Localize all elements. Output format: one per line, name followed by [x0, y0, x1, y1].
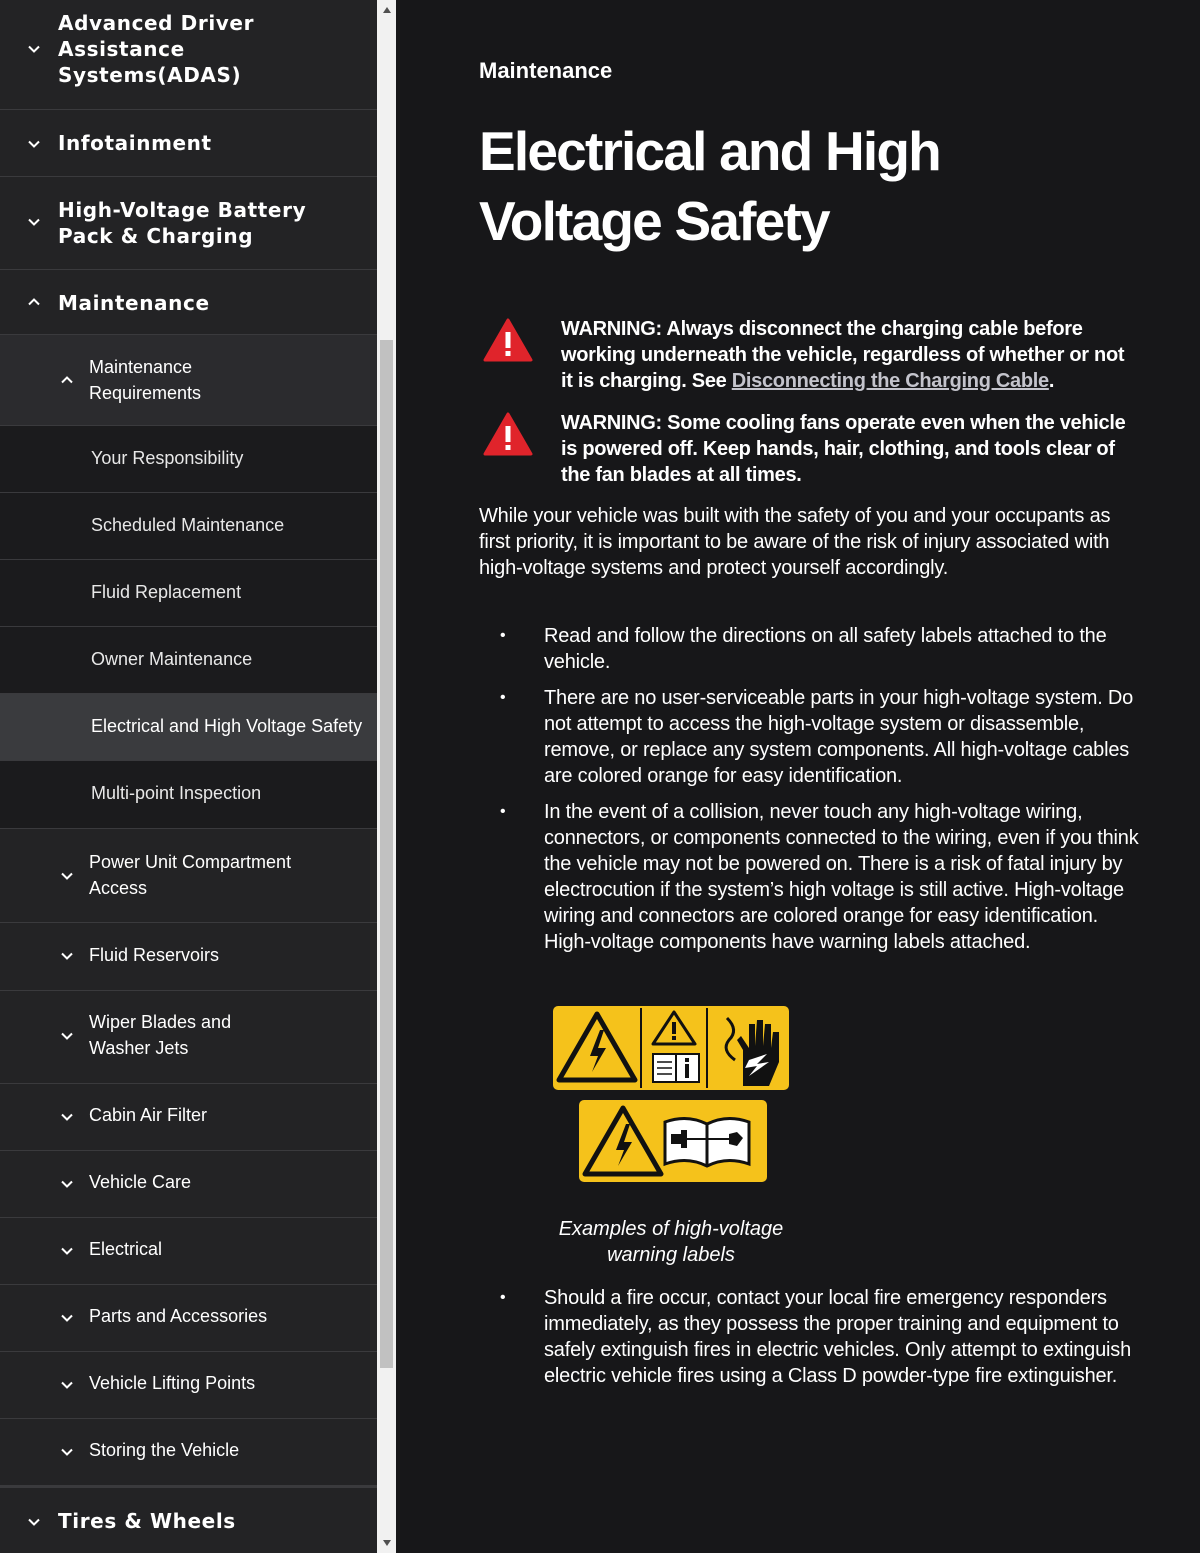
nav-section-label: Wiper Blades and Washer Jets	[89, 1012, 232, 1058]
nav-leaf-label: Your Responsibility	[91, 448, 244, 468]
nav-leaf-scheduled-maintenance[interactable]	[0, 493, 377, 560]
nav-section-vehicle-lifting-points[interactable]	[0, 1352, 377, 1419]
nav-item-label: Infotainment	[58, 131, 212, 155]
bullet-dot: •	[500, 1289, 506, 1306]
nav-leaf-label: Fluid Replacement	[91, 582, 242, 602]
nav-item-maintenance[interactable]	[0, 270, 377, 335]
nav-leaf-label: Owner Maintenance	[91, 649, 253, 669]
disconnecting-charging-cable-link[interactable]: Disconnecting the Charging Cable	[731, 370, 1049, 392]
main-content	[396, 0, 1200, 1553]
chevron-down-icon	[59, 1176, 75, 1192]
chevron-down-icon	[59, 1310, 75, 1326]
chevron-down-icon	[59, 1028, 75, 1044]
nav-item-infotainment[interactable]	[0, 110, 377, 177]
bullet-dot: •	[500, 627, 506, 644]
chevron-down-icon	[26, 136, 42, 152]
chevron-down-icon	[59, 948, 75, 964]
nav-leaf-multi-point-inspection[interactable]	[0, 761, 377, 829]
figure-caption: Examples of high-voltage warning labels	[558, 1218, 784, 1266]
chevron-down-icon	[59, 1444, 75, 1460]
nav-leaf-fluid-replacement[interactable]	[0, 560, 377, 627]
chevron-down-icon	[59, 1377, 75, 1393]
nav-section-storing-vehicle[interactable]	[0, 1419, 377, 1486]
nav-section-label: Vehicle Care	[89, 1172, 192, 1192]
nav-leaf-owner-maintenance[interactable]	[0, 627, 377, 694]
nav-item-hv-battery[interactable]	[0, 177, 377, 270]
nav-section-label: Parts and Accessories	[89, 1306, 268, 1326]
nav-section-label: Fluid Reservoirs	[89, 945, 220, 965]
breadcrumb[interactable]: Maintenance	[479, 58, 613, 83]
warning-text-suffix: .	[1048, 370, 1055, 392]
scroll-down-arrow-icon[interactable]	[377, 1535, 396, 1551]
nav-leaf-electrical-high-voltage-safety[interactable]	[0, 694, 377, 761]
nav-section-label: Cabin Air Filter	[89, 1105, 208, 1125]
nav-item-adas[interactable]	[0, 0, 377, 110]
nav-item-label: Maintenance	[58, 291, 210, 315]
nav-section-power-unit-compartment[interactable]	[0, 829, 377, 923]
sidebar-nav	[0, 0, 377, 1553]
nav-leaf-label: Electrical and High Voltage Safety	[91, 716, 363, 736]
chevron-down-icon	[59, 1243, 75, 1259]
warning-block	[482, 410, 1182, 486]
nav-leaf-label: Multi-point Inspection	[91, 783, 262, 803]
warning-text: WARNING: Some cooling fans operate even when the vehicle is powered off. Keep hands, hair, clothing, and tools clear of the fan blades at all times.	[561, 412, 1126, 486]
chevron-down-icon	[26, 41, 42, 57]
nav-section-label: Vehicle Lifting Points	[89, 1373, 256, 1393]
sidebar-scrollbar[interactable]	[377, 0, 396, 1553]
warning-triangle-icon	[482, 410, 534, 458]
nav-section-maintenance-requirements[interactable]	[0, 335, 377, 426]
intro-paragraph: While your vehicle was built with the safety of you and your occupants as first priority, it is important to be aware of the risk of injury associated with high-voltage systems and protect yourself accordingly.	[479, 505, 1111, 579]
nav-section-vehicle-care[interactable]	[0, 1151, 377, 1218]
page-title: Electrical and High Voltage Safety	[479, 120, 940, 252]
nav-section-cabin-air-filter[interactable]	[0, 1084, 377, 1151]
list-item-text: Should a fire occur, contact your local fire emergency responders immediately, as they possess the proper training and equipment to safely extinguish fires in electric vehicles. Only attempt to extinguish electric vehicle fires using a Class D powder-type fire extinguisher.	[544, 1287, 1131, 1387]
nav-section-label: Maintenance Requirements	[89, 357, 202, 403]
nav-item-label: High-Voltage Battery Pack & Charging	[58, 198, 307, 248]
nav-section-label: Power Unit Compartment Access	[89, 852, 292, 898]
high-voltage-warning-labels-image	[553, 1006, 793, 1186]
nav-section-label: Electrical	[89, 1239, 163, 1259]
scroll-thumb[interactable]	[380, 340, 393, 1368]
nav-item-label: Tires & Wheels	[58, 1509, 236, 1533]
chevron-down-icon	[59, 1109, 75, 1125]
warning-text-body: WARNING: Always disconnect the charging cable before working underneath the vehicle, regardless of whether or not it is charging. See	[561, 318, 1125, 392]
warning-block	[482, 316, 1182, 392]
bullet-dot: •	[500, 689, 506, 706]
warning-text	[561, 316, 1136, 394]
nav-section-electrical[interactable]	[0, 1218, 377, 1285]
nav-leaf-label: Scheduled Maintenance	[91, 515, 285, 535]
chevron-down-icon	[26, 214, 42, 230]
scroll-up-arrow-icon[interactable]	[377, 2, 396, 18]
nav-section-wiper-blades[interactable]	[0, 991, 377, 1084]
chevron-up-icon	[26, 294, 42, 310]
chevron-down-icon	[26, 1514, 42, 1530]
chevron-down-icon	[59, 868, 75, 884]
list-item-text: Read and follow the directions on all safety labels attached to the vehicle.	[544, 625, 1107, 673]
nav-section-fluid-reservoirs[interactable]	[0, 923, 377, 991]
nav-leaf-your-responsibility[interactable]	[0, 426, 377, 493]
nav-item-label: Advanced Driver Assistance Systems(ADAS)	[58, 11, 255, 87]
list-item-text: There are no user-serviceable parts in your high-voltage system. Do not attempt to access the high-voltage system or disassemble, remove, or replace any system components. All high-voltage cables are colored orange for easy identification.	[544, 687, 1134, 787]
nav-item-tires-wheels[interactable]	[0, 1486, 377, 1553]
chevron-up-icon	[59, 372, 75, 388]
nav-section-parts-accessories[interactable]	[0, 1285, 377, 1352]
warning-triangle-icon	[482, 316, 534, 364]
list-item-text: In the event of a collision, never touch any high-voltage wiring, connectors, or components connected to the wiring, even if you think the vehicle may not be powered on. There is a risk of fatal injury by electrocution if the system’s high voltage is still active. High-voltage wiring and connectors are colored orange for easy identification. High-voltage components have warning labels attached.	[544, 801, 1139, 953]
bullet-dot: •	[500, 803, 506, 820]
nav-section-label: Storing the Vehicle	[89, 1440, 240, 1460]
